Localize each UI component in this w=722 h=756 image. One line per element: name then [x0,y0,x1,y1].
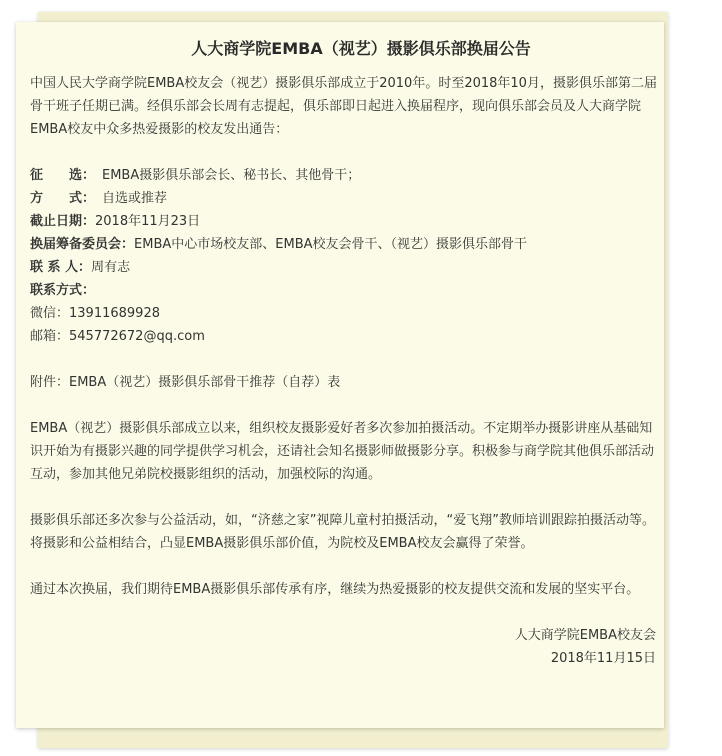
attachment-line: 附件：EMBA（视艺）摄影俱乐部骨干推荐（自荐）表 [30,375,341,390]
field-value: 13911689928 [69,306,160,321]
field-wechat [30,302,660,325]
field-label: 微信： [30,306,70,321]
spacer [30,348,660,371]
field-selection [30,164,660,187]
field-label: 换届筹备委员会： [30,237,135,252]
spacer [30,601,660,624]
body-paragraph-1: EMBA（视艺）摄影俱乐部成立以来，组织校友摄影爱好者多次参加拍摄活动。不定期举办摄影讲座从基础知识开始为有摄影兴趣的同学提供学习机会，还请社会知名摄影师做摄影分享。积极参与商学院其他俱乐部活动互动，参加其他兄弟院校摄影组织的活动，加强校际的沟通。 [30,421,655,482]
field-label: 方 式： [30,191,96,206]
field-email [30,325,660,348]
field-value: EMBA中心市场校友部、EMBA校友会骨干、（视艺）摄影俱乐部骨干 [134,237,527,252]
body-paragraph-3: 通过本次换届，我们期待EMBA摄影俱乐部传承有序，继续为热爱摄影的校友提供交流和发展的坚实平台。 [30,582,640,597]
spacer [30,394,660,417]
field-label: 联系方式： [30,283,96,298]
page-title: 人大商学院EMBA（视艺）摄影俱乐部换届公告 [191,39,531,58]
field-value: 周有志 [91,260,131,275]
body-paragraph-2: 摄影俱乐部还多次参与公益活动，如，“济慈之家”视障儿童村拍摄活动，“爱飞翔”教师培训跟踪拍摄活动等。将摄影和公益相结合，凸显EMBA摄影俱乐部价值，为院校及EMBA校友会赢得了荣誉。 [30,513,655,551]
spacer [30,486,660,509]
signature-org: 人大商学院EMBA校友会 [514,628,656,643]
field-value: 自选或推荐 [102,191,168,206]
field-method [30,187,660,210]
field-committee [30,233,660,256]
field-label: 截止日期： [30,214,96,229]
signature-date: 2018年11月15日 [550,651,656,666]
field-label: 联 系 人： [30,260,92,275]
field-value: 545772672@qq.com [69,329,205,344]
spacer [30,555,660,578]
field-contact-person [30,256,660,279]
field-value: 2018年11月23日 [95,214,201,229]
notice-body [30,72,660,670]
field-value: EMBA摄影俱乐部会长、秘书长、其他骨干； [102,168,361,183]
field-contact-method [30,279,660,302]
intro-paragraph: 中国人民大学商学院EMBA校友会（视艺）摄影俱乐部成立于2010年。时至2018年10月，摄影俱乐部第二届骨干班子任期已满。经俱乐部会长周有志提起，俱乐部即日起进入换届程序，现向俱乐部会员及人大商学院EMBA校友中众多热爱摄影的校友发出通告： [30,76,657,137]
field-label: 邮箱： [30,329,70,344]
field-deadline [30,210,660,233]
spacer [30,141,660,164]
field-label: 征 选： [30,168,96,183]
